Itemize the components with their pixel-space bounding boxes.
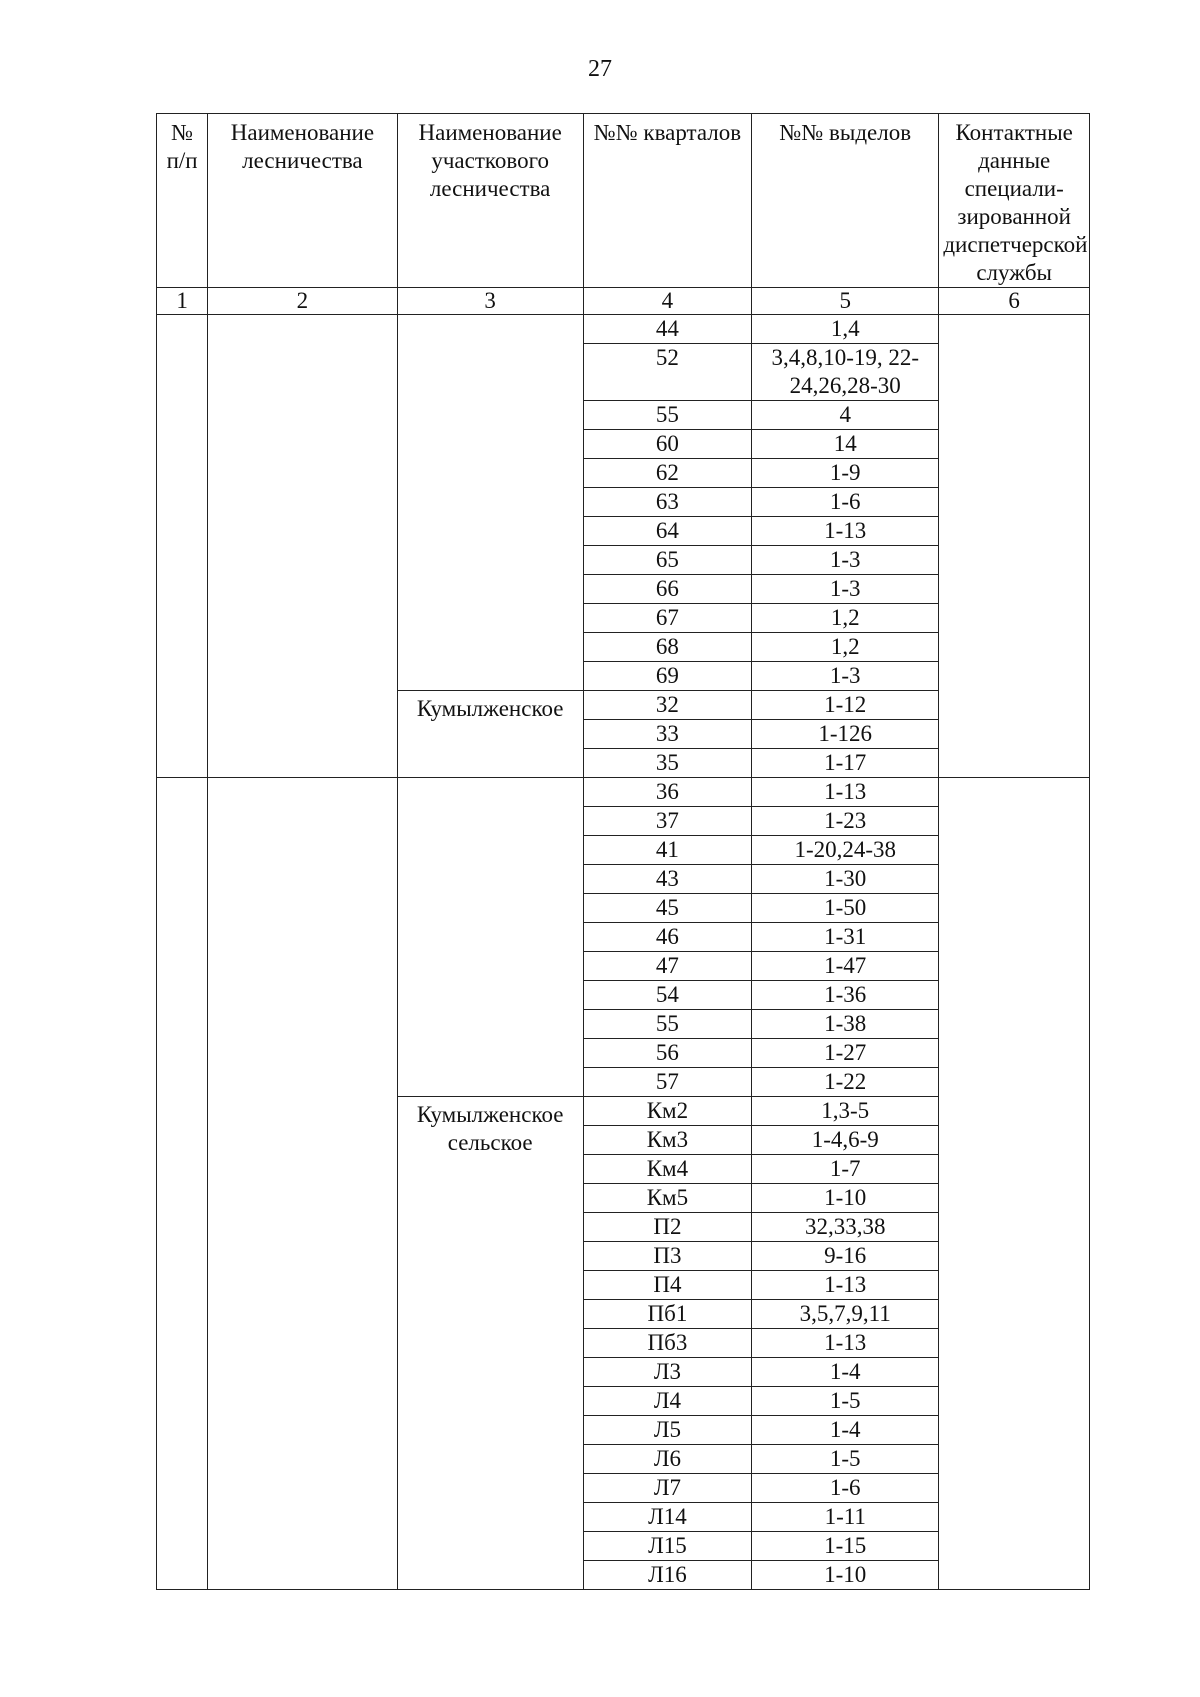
quarter-cell: Км5	[583, 1184, 751, 1213]
quarter-cell: 65	[583, 546, 751, 575]
quarter-cell: 47	[583, 952, 751, 981]
header-district-forestry: Наименование участкового лесничества	[397, 114, 583, 288]
allotment-cell: 1-10	[752, 1184, 939, 1213]
district-forestry-cell	[397, 315, 583, 691]
quarter-cell: Пб1	[583, 1300, 751, 1329]
forestry-cell	[208, 778, 397, 1590]
quarter-cell: 32	[583, 691, 751, 720]
allotment-cell: 3,5,7,9,11	[752, 1300, 939, 1329]
allotment-cell: 9-16	[752, 1242, 939, 1271]
allotment-cell: 1-5	[752, 1445, 939, 1474]
allotment-cell: 1,2	[752, 604, 939, 633]
allotment-cell: 1-3	[752, 662, 939, 691]
allotment-cell: 3,4,8,10-19, 22-24,26,28-30	[752, 344, 939, 401]
allotment-cell: 1-4	[752, 1416, 939, 1445]
quarter-cell: 67	[583, 604, 751, 633]
contacts-cell	[939, 315, 1090, 778]
quarter-cell: П2	[583, 1213, 751, 1242]
forestry-cell	[208, 315, 397, 778]
quarter-cell: Л3	[583, 1358, 751, 1387]
allotment-cell: 1,4	[752, 315, 939, 344]
quarter-cell: 56	[583, 1039, 751, 1068]
quarter-cell: Л6	[583, 1445, 751, 1474]
table-row	[157, 315, 1090, 344]
quarter-cell: П4	[583, 1271, 751, 1300]
quarter-cell: Л5	[583, 1416, 751, 1445]
quarter-cell: Л14	[583, 1503, 751, 1532]
quarter-cell: 66	[583, 575, 751, 604]
quarter-cell: Пб3	[583, 1329, 751, 1358]
quarter-cell: 64	[583, 517, 751, 546]
allotment-cell: 1-23	[752, 807, 939, 836]
contacts-cell	[939, 778, 1090, 1590]
column-number: 3	[397, 288, 583, 315]
row-number-cell	[157, 315, 208, 778]
allotment-cell: 1-12	[752, 691, 939, 720]
table-body	[157, 315, 1090, 1590]
allotment-cell: 1-7	[752, 1155, 939, 1184]
header-contacts: Контактные данные специали-зированной диспетчерской службы	[939, 114, 1090, 288]
quarter-cell: Км3	[583, 1126, 751, 1155]
allotment-cell: 32,33,38	[752, 1213, 939, 1242]
allotment-cell: 1-47	[752, 952, 939, 981]
column-numbers-row	[157, 288, 1090, 315]
column-number: 2	[208, 288, 397, 315]
header-allotments: №№ выделов	[752, 114, 939, 288]
header-forestry: Наименование лесничества	[208, 114, 397, 288]
quarter-cell: 54	[583, 981, 751, 1010]
allotment-cell: 1-13	[752, 1329, 939, 1358]
allotment-cell: 1-5	[752, 1387, 939, 1416]
allotment-cell: 1-36	[752, 981, 939, 1010]
allotment-cell: 1,3-5	[752, 1097, 939, 1126]
quarter-cell: 62	[583, 459, 751, 488]
table-header-row	[157, 114, 1090, 288]
quarter-cell: Км4	[583, 1155, 751, 1184]
quarter-cell: Л7	[583, 1474, 751, 1503]
allotment-cell: 1-3	[752, 546, 939, 575]
quarter-cell: 57	[583, 1068, 751, 1097]
quarter-cell: 41	[583, 836, 751, 865]
quarter-cell: Км2	[583, 1097, 751, 1126]
quarter-cell: 46	[583, 923, 751, 952]
quarter-cell: 36	[583, 778, 751, 807]
allotment-cell: 1-9	[752, 459, 939, 488]
allotment-cell: 1-4	[752, 1358, 939, 1387]
allotment-cell: 1-11	[752, 1503, 939, 1532]
allotment-cell: 1-4,6-9	[752, 1126, 939, 1155]
district-forestry-cell: Кумылженское	[397, 691, 583, 778]
allotment-cell: 1-3	[752, 575, 939, 604]
quarter-cell: 33	[583, 720, 751, 749]
quarter-cell: 35	[583, 749, 751, 778]
allotment-cell: 1-50	[752, 894, 939, 923]
table-row	[157, 778, 1090, 807]
quarter-cell: Л15	[583, 1532, 751, 1561]
allotment-cell: 1-20,24-38	[752, 836, 939, 865]
allotment-cell: 1,2	[752, 633, 939, 662]
allotment-cell: 1-22	[752, 1068, 939, 1097]
header-quarters: №№ кварталов	[583, 114, 751, 288]
district-forestry-cell: Кумылженское сельское	[397, 1097, 583, 1590]
quarter-cell: 44	[583, 315, 751, 344]
allotment-cell: 1-15	[752, 1532, 939, 1561]
allotment-cell: 1-13	[752, 778, 939, 807]
page-number: 27	[588, 56, 612, 82]
allotment-cell: 1-30	[752, 865, 939, 894]
forestry-table	[156, 113, 1090, 1590]
allotment-cell: 1-13	[752, 517, 939, 546]
quarter-cell: 45	[583, 894, 751, 923]
column-number: 1	[157, 288, 208, 315]
allotment-cell: 1-6	[752, 488, 939, 517]
column-number: 6	[939, 288, 1090, 315]
allotment-cell: 1-126	[752, 720, 939, 749]
column-number: 4	[583, 288, 751, 315]
allotment-cell: 14	[752, 430, 939, 459]
column-number: 5	[752, 288, 939, 315]
quarter-cell: 68	[583, 633, 751, 662]
quarter-cell: Л4	[583, 1387, 751, 1416]
quarter-cell: 37	[583, 807, 751, 836]
allotment-cell: 1-10	[752, 1561, 939, 1590]
quarter-cell: П3	[583, 1242, 751, 1271]
allotment-cell: 1-27	[752, 1039, 939, 1068]
allotment-cell: 1-17	[752, 749, 939, 778]
quarter-cell: 69	[583, 662, 751, 691]
quarter-cell: 55	[583, 401, 751, 430]
allotment-cell: 1-38	[752, 1010, 939, 1039]
row-number-cell	[157, 778, 208, 1590]
quarter-cell: Л16	[583, 1561, 751, 1590]
district-forestry-cell	[397, 778, 583, 1097]
quarter-cell: 60	[583, 430, 751, 459]
quarter-cell: 43	[583, 865, 751, 894]
allotment-cell: 1-13	[752, 1271, 939, 1300]
quarter-cell: 52	[583, 344, 751, 401]
quarter-cell: 55	[583, 1010, 751, 1039]
allotment-cell: 1-6	[752, 1474, 939, 1503]
header-number: № п/п	[157, 114, 208, 288]
quarter-cell: 63	[583, 488, 751, 517]
allotment-cell: 1-31	[752, 923, 939, 952]
allotment-cell: 4	[752, 401, 939, 430]
